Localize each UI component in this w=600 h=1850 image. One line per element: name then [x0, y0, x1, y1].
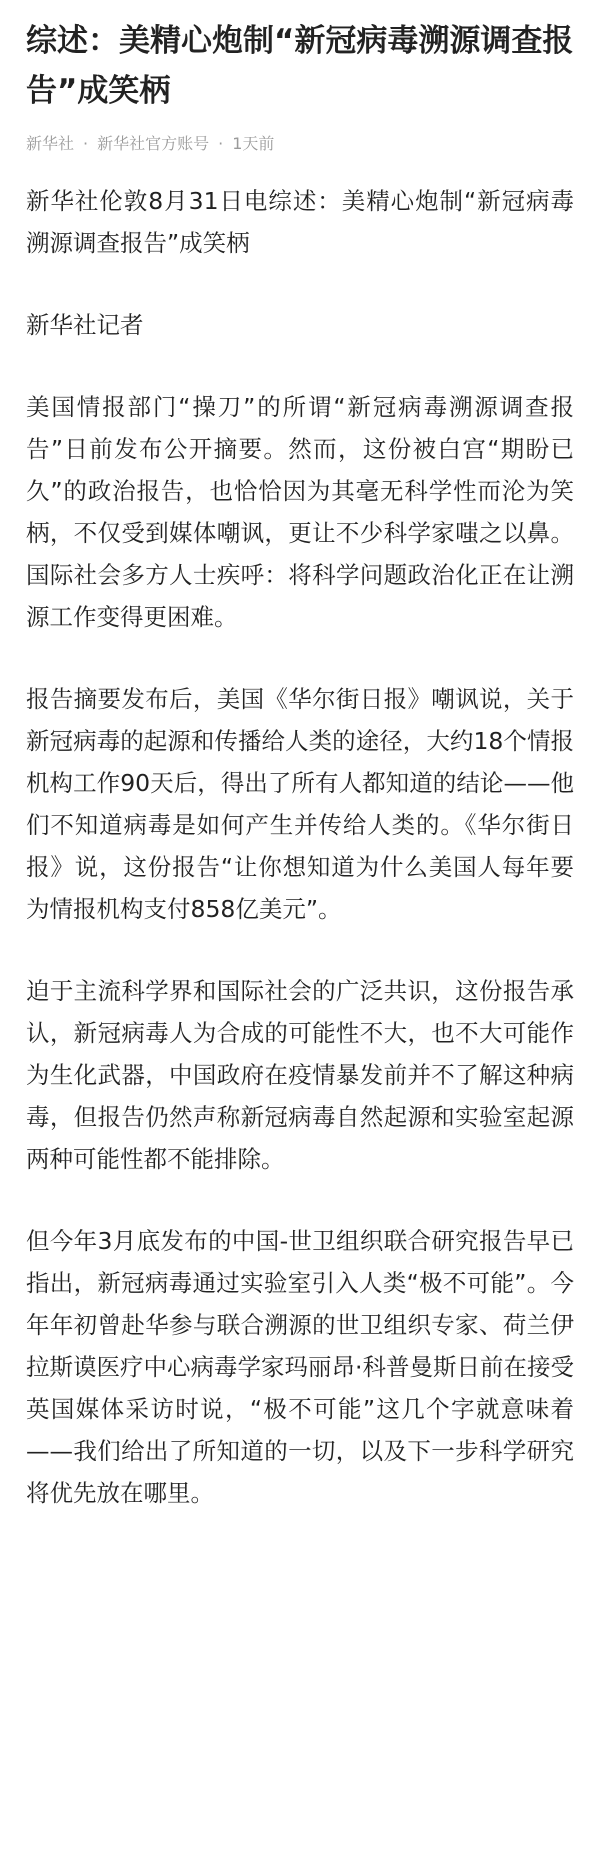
article-title: 综述：美精心炮制“新冠病毒溯源调查报告”成笑柄: [26, 23, 574, 109]
publish-time: 1天前: [232, 134, 275, 153]
account-label: 新华社官方账号: [97, 134, 210, 153]
source-name[interactable]: 新华社: [26, 134, 75, 153]
article-body: [26, 180, 574, 1514]
article-paragraph: 报告摘要发布后，美国《华尔街日报》嘲讽说，关于新冠病毒的起源和传播给人类的途径，大约18个情报机构工作90天后，得出了所有人都知道的结论——他们不知道病毒是如何产生并传给人类的。《华尔街日报》说，这份报告“让你想知道为什么美国人每年要为情报机构支付858亿美元”。: [26, 685, 574, 923]
article-paragraph: 新华社伦敦8月31日电综述：美精心炮制“新冠病毒溯源调查报告”成笑柄: [26, 187, 574, 257]
article-meta: [26, 130, 574, 158]
meta-separator: ·: [83, 134, 89, 153]
article-paragraph: 新华社记者: [26, 311, 144, 339]
article-paragraph: 迫于主流科学界和国际社会的广泛共识，这份报告承认，新冠病毒人为合成的可能性不大，也不大可能作为生化武器，中国政府在疫情暴发前并不了解这种病毒，但报告仍然声称新冠病毒自然起源和实验室起源两种可能性都不能排除。: [26, 977, 574, 1173]
meta-separator: ·: [218, 134, 224, 153]
article-paragraph: 但今年3月底发布的中国-世卫组织联合研究报告早已指出，新冠病毒通过实验室引入人类“极不可能”。今年年初曾赴华参与联合溯源的世卫组织专家、荷兰伊拉斯谟医疗中心病毒学家玛丽昂·科普曼斯日前在接受英国媒体采访时说，“极不可能”这几个字就意味着——我们给出了所知道的一切，以及下一步科学研究将优先放在哪里。: [26, 1227, 574, 1507]
article-paragraph: 美国情报部门“操刀”的所谓“新冠病毒溯源调查报告”日前发布公开摘要。然而，这份被白宫“期盼已久”的政治报告，也恰恰因为其毫无科学性而沦为笑柄，不仅受到媒体嘲讽，更让不少科学家嗤之以鼻。国际社会多方人士疾呼：将科学问题政治化正在让溯源工作变得更困难。: [26, 393, 574, 631]
